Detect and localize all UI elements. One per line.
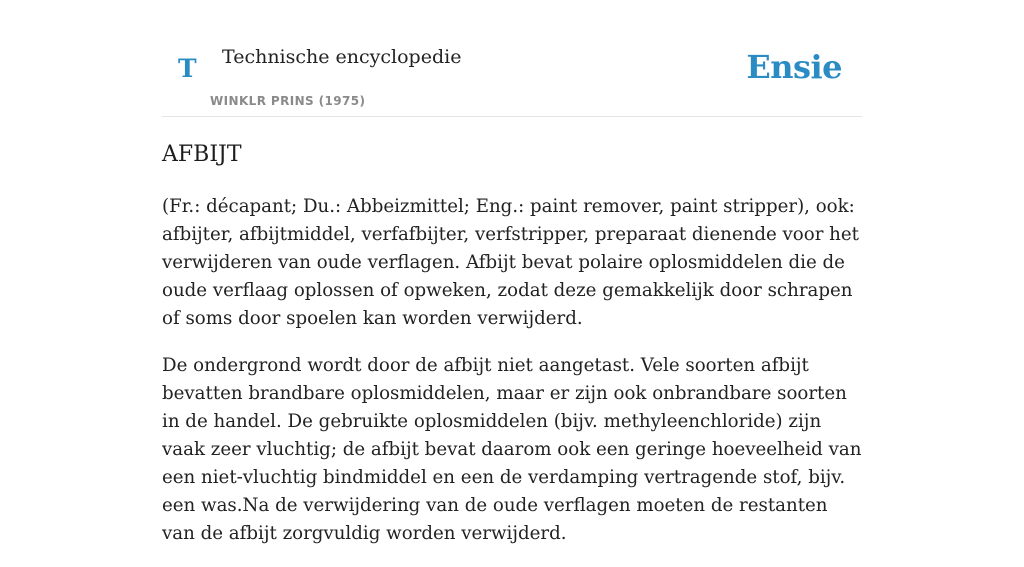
article-title: AFBIJT xyxy=(162,142,242,167)
source-subtitle: WINKLR PRINS (1975) xyxy=(210,94,366,108)
source-title-link[interactable]: Technische encyclopedie xyxy=(222,46,462,68)
article-paragraph: (Fr.: décapant; Du.: Abbeizmittel; Eng.: paint remover, paint stripper), ook: afbijter, afbijtmiddel, verfafbijter, verfstripper, preparaat dienende voor het verwijderen van oude verflagen. Afbijt bevat polaire oplosmiddelen die de oude verflaag oplossen of opweken, zodat deze gemakkelijk door schrapen of soms door spoelen kan worden verwijderd. xyxy=(162,196,859,329)
source-logo-icon[interactable]: T xyxy=(178,54,197,83)
article-paragraph: De ondergrond wordt door de afbijt niet aangetast. Vele soorten afbijt bevatten brandbare oplosmiddelen, maar er zijn ook onbrandbare soorten in de handel. De gebruikte oplosmiddelen (bijv. methyleenchloride) zijn vaak zeer vluchtig; de afbijt bevat daarom ook een geringe hoeveelheid van een niet-vluchtig bindmiddel en een de verdamping vertragende stof, bijv. een was.Na de verwijdering van de oude verflagen moeten de restanten van de afbijt zorgvuldig worden verwijderd. xyxy=(162,355,862,544)
source-header xyxy=(162,0,862,117)
ensie-logo[interactable]: Ensie xyxy=(746,48,842,86)
article xyxy=(162,140,862,567)
